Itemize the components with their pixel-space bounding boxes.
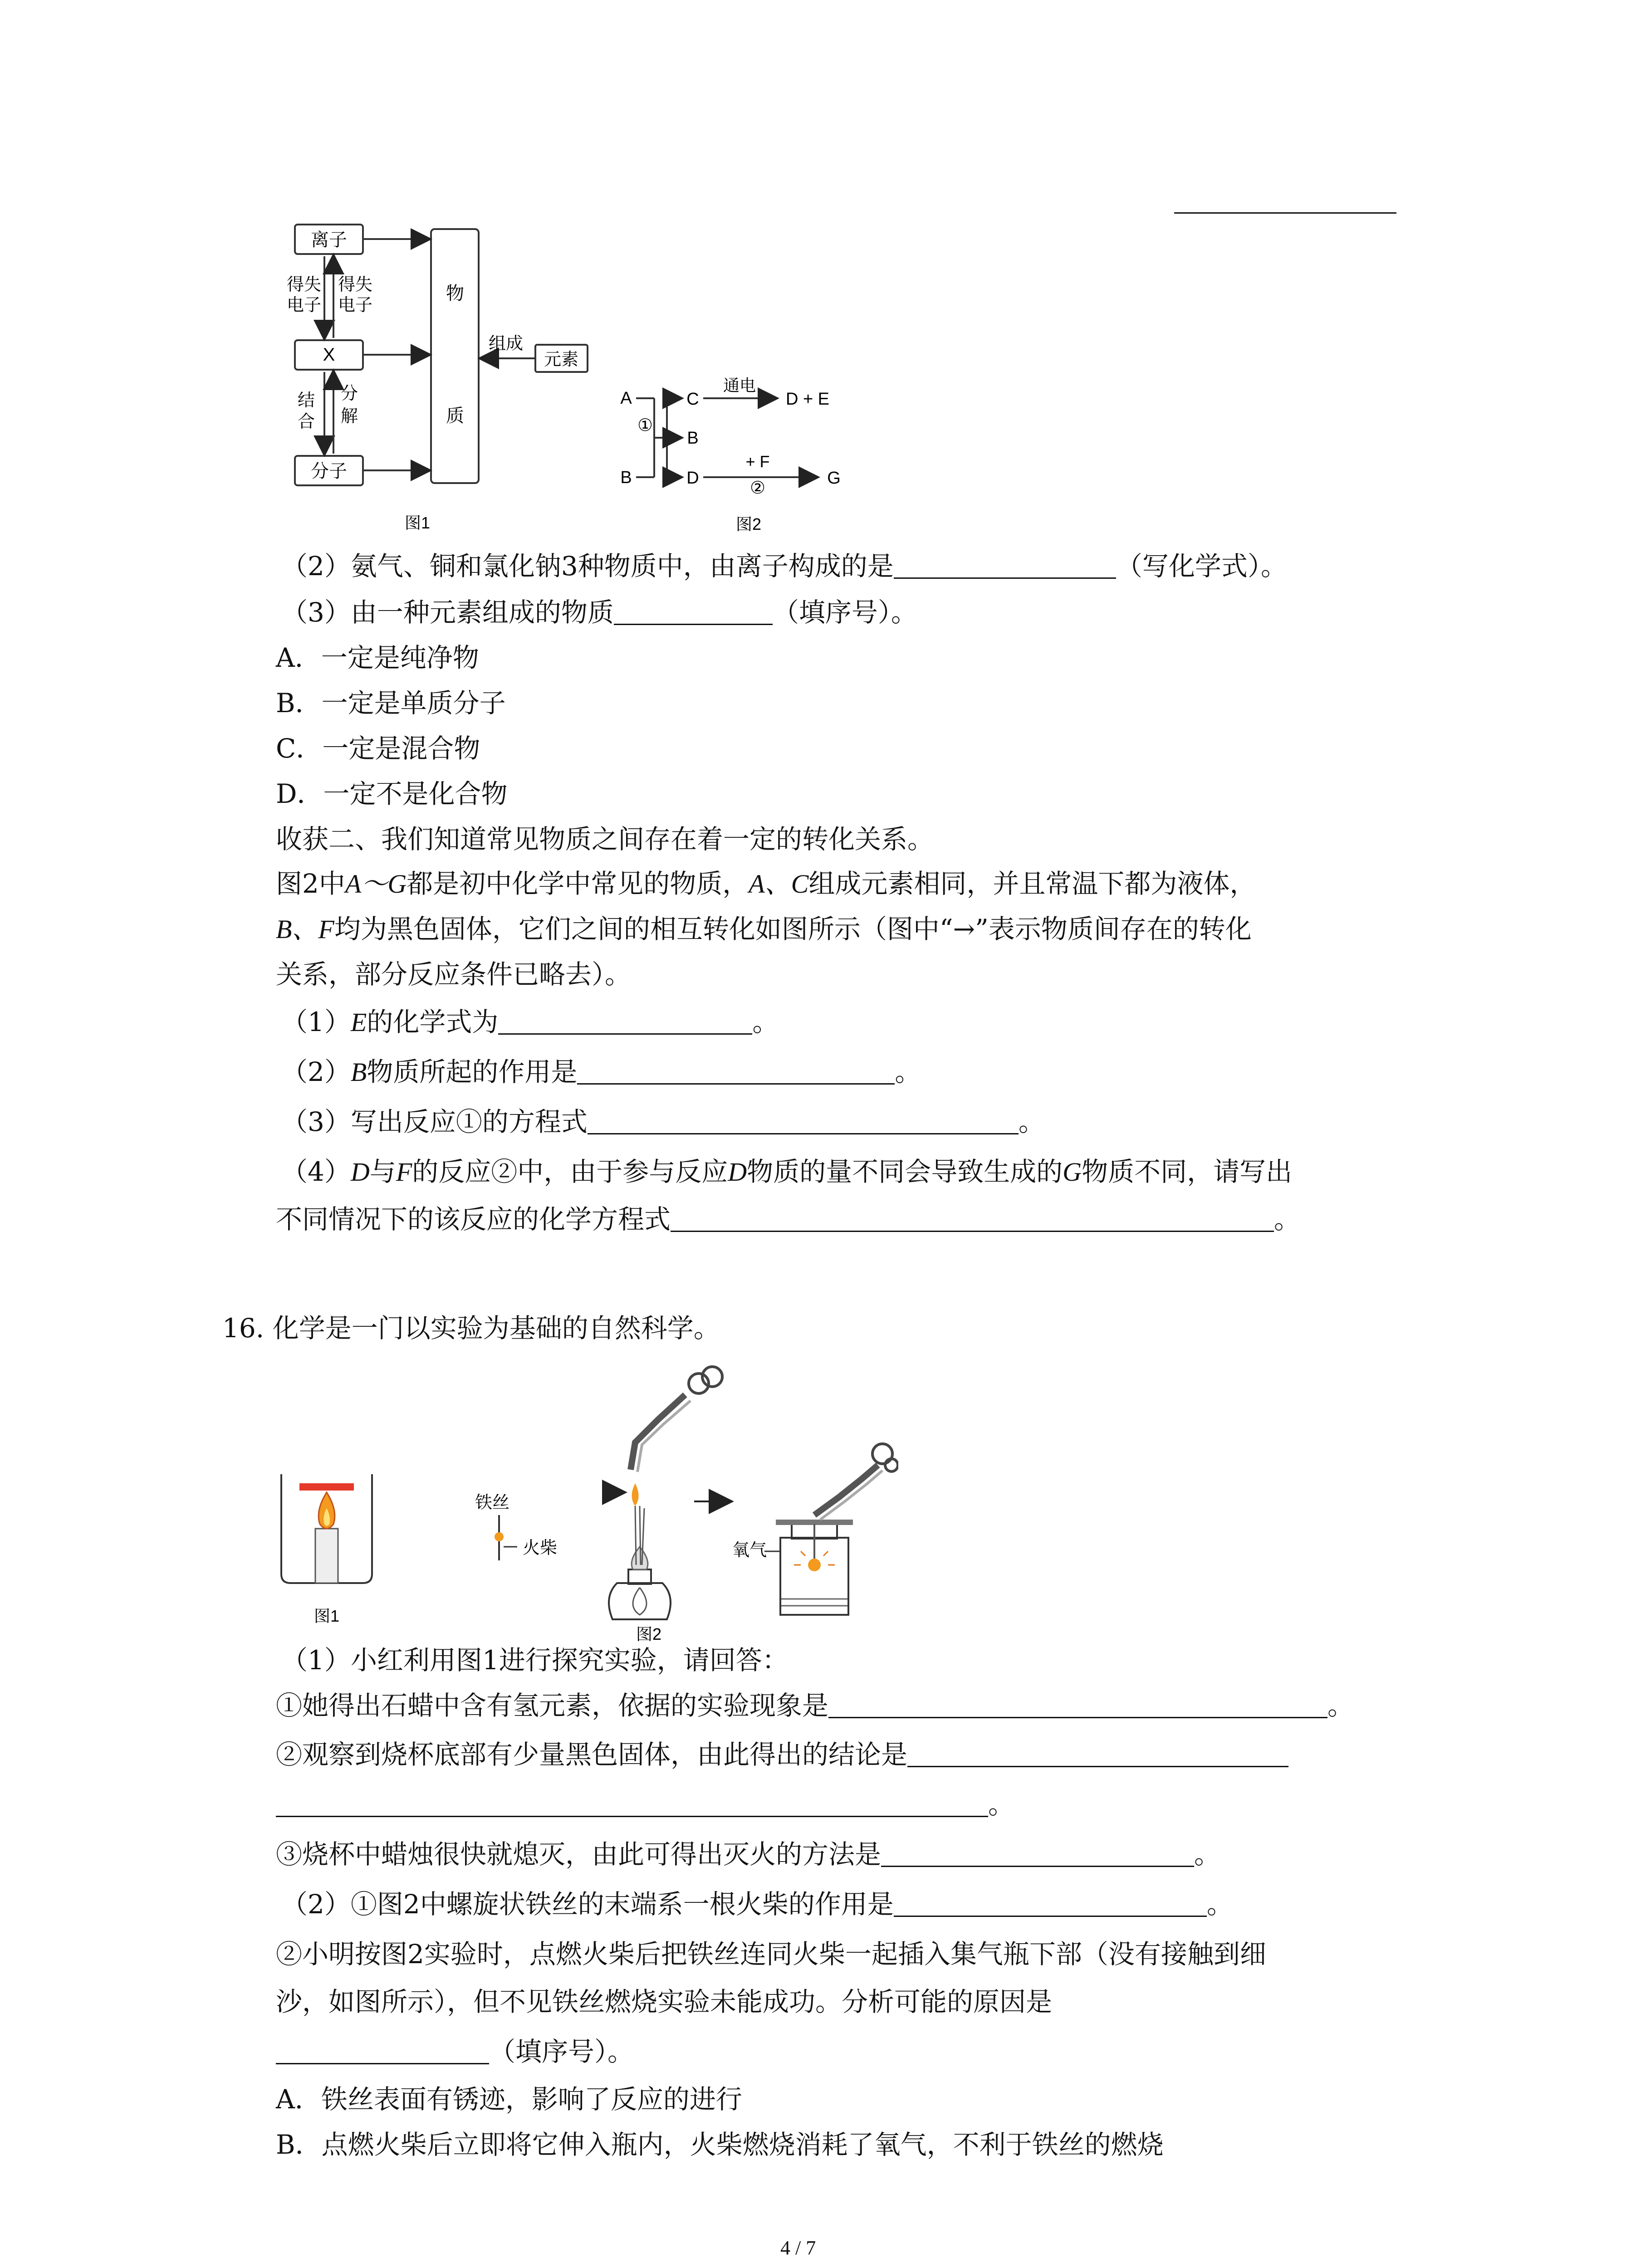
q15-option-b: B．一定是单质分子 [276, 688, 506, 719]
node-substance-1: 物 [446, 284, 464, 303]
label-reaction-2: ② [749, 479, 766, 498]
answer-blank[interactable] [498, 1006, 752, 1035]
q16-figure-2-caption: 图2 [636, 1625, 662, 1642]
answer-blank[interactable] [577, 1056, 895, 1085]
label-decompose-2: 解 [340, 407, 358, 426]
q16-figure-1-candle [272, 1465, 381, 1637]
label-electrolysis: 通电 [723, 376, 756, 395]
label-plus-f: + F [745, 452, 770, 471]
q15-part3: （3）由一种元素组成的物质 （填序号）。 [281, 597, 917, 628]
label-decompose-1: 分 [340, 384, 358, 403]
q15-intro-1: 图2中A～G都是初中化学中常见的物质，A、C组成元素相同，并且常温下都为液体， [276, 868, 1256, 899]
q16-option-b: B．点燃火柴后立即将它伸入瓶内，火柴燃烧消耗了氧气，不利于铁丝的燃烧 [276, 2129, 1164, 2160]
label-oxygen: 氧气 [732, 1541, 767, 1560]
q16-part2-2-line3: （填序号）。 [276, 2034, 634, 2069]
label-gain-lose-left-1: 得失 [286, 275, 322, 294]
q15-intro-3: 关系，部分反应条件已略去）。 [276, 959, 632, 990]
q15-sub2: （2）B物质所起的作用是 。 [281, 1056, 921, 1087]
q16-figure-2-iron-wire [467, 1352, 898, 1642]
node-d-plus-e: D + E [785, 390, 830, 409]
q15-option-a: A．一定是纯净物 [276, 642, 479, 673]
q16-option-a: A．铁丝表面有锈迹，影响了反应的进行 [276, 2084, 742, 2115]
q15-harvest2: 收获二、我们知道常见物质之间存在着一定的转化关系。 [276, 824, 934, 855]
label-gain-lose-right-2: 电子 [338, 296, 373, 315]
q16-title: 16. 化学是一门以实验为基础的自然科学。 [222, 1313, 720, 1344]
answer-blank[interactable] [276, 1789, 988, 1817]
q16-part1-2: ②观察到烧杯底部有少量黑色固体，由此得出的结论是 [276, 1737, 1288, 1772]
answer-blank[interactable] [894, 550, 1116, 579]
q15-sub4-line1: （4）D与F的反应②中，由于参与反应D物质的量不同会导致生成的G物质不同，请写出 [281, 1156, 1293, 1187]
q15-sub4-line2: 不同情况下的该反应的化学方程式 。 [276, 1204, 1301, 1235]
label-gain-lose-right-1: 得失 [338, 275, 373, 294]
page-number: 4 / 7 [780, 2237, 816, 2259]
answer-blank[interactable] [828, 1690, 1327, 1718]
figure-2-caption: 图2 [735, 515, 762, 533]
figure-1-substance-diagram [281, 218, 608, 553]
figure-2-conversion-diagram [617, 372, 907, 544]
q15-intro-2: B、F均为黑色固体，它们之间的相互转化如图所示（图中“→”表示物质间存在的转化 [276, 914, 1252, 944]
label-compose: 组成 [488, 334, 524, 353]
q15-part2: （2）氨气、铜和氯化钠3种物质中，由离子构成的是 （写化学式）。 [281, 551, 1287, 582]
node-b: B [687, 429, 699, 448]
q16-part1-2-cont: 。 [276, 1787, 1014, 1822]
q15-sub1: （1）E的化学式为 。 [281, 1007, 779, 1037]
node-c: C [686, 390, 699, 409]
q15-sub3: （3）写出反应①的方程式 。 [281, 1106, 1045, 1137]
answer-blank[interactable] [588, 1106, 1019, 1134]
answer-blank[interactable] [614, 596, 773, 625]
node-b-left: B [620, 468, 632, 487]
q16-part1: （1）小红利用图1进行探究实验，请回答： [281, 1645, 789, 1676]
answer-blank[interactable] [276, 2036, 489, 2064]
node-d: D [686, 469, 699, 488]
answer-blank-top [1174, 212, 1396, 214]
q16-part2-2-line1: ②小明按图2实验时，点燃火柴后把铁丝连同火柴一起插入集气瓶下部（没有接触到细 [276, 1939, 1266, 1970]
label-reaction-1: ① [637, 416, 653, 435]
q15-option-c: C．一定是混合物 [276, 733, 480, 764]
node-g: G [827, 469, 841, 488]
node-molecule: 分子 [311, 461, 347, 481]
label-iron-wire: 铁丝 [475, 1493, 510, 1512]
answer-blank[interactable] [881, 1838, 1194, 1867]
node-element: 元素 [544, 350, 579, 369]
q16-part2-2-line2: 沙，如图所示），但不见铁丝燃烧实验未能成功。分析可能的原因是 [276, 1986, 1053, 2017]
label-combine-2: 合 [297, 412, 315, 431]
figure-1-caption: 图1 [404, 513, 431, 532]
label-gain-lose-left-2: 电子 [286, 296, 322, 315]
node-ion: 离子 [311, 230, 347, 250]
answer-blank[interactable] [894, 1888, 1207, 1917]
node-x: X [323, 345, 335, 365]
label-combine-1: 结 [297, 391, 315, 410]
q16-part1-3: ③烧杯中蜡烛很快就熄灭，由此可得出灭火的方法是 。 [276, 1839, 1221, 1870]
q16-figure-1-caption: 图1 [314, 1607, 340, 1625]
answer-blank[interactable] [907, 1739, 1288, 1767]
answer-blank[interactable] [671, 1203, 1274, 1232]
q15-option-d: D．一定不是化合物 [276, 778, 508, 809]
q16-part2-1: （2）①图2中螺旋状铁丝的末端系一根火柴的作用是 。 [281, 1889, 1233, 1920]
node-substance-2: 质 [446, 406, 464, 426]
q16-part1-1: ①她得出石蜡中含有氢元素，依据的实验现象是 。 [276, 1690, 1354, 1721]
node-a: A [620, 389, 632, 408]
label-match: 火柴 [522, 1539, 558, 1558]
